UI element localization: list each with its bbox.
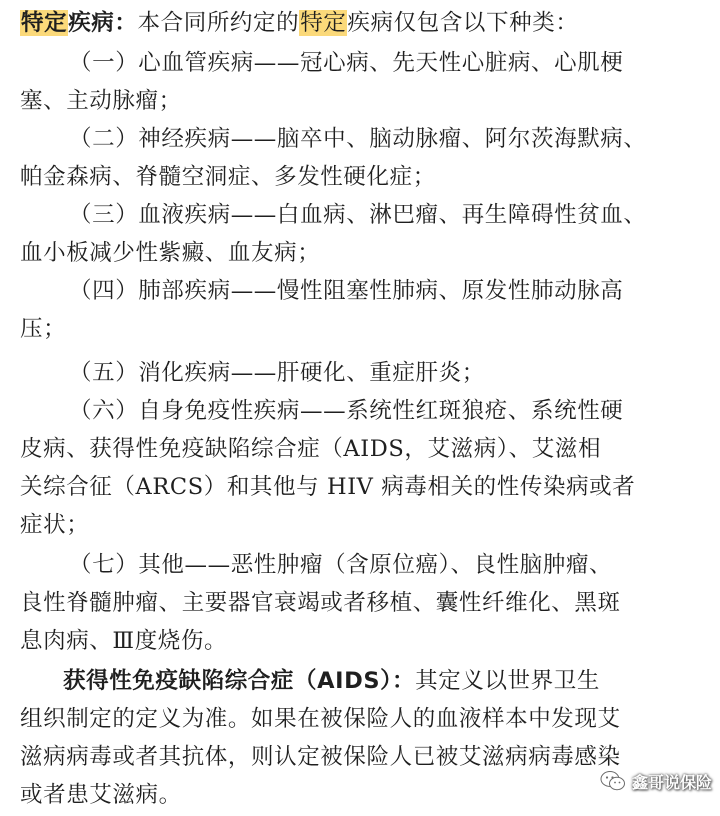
item-7-line-3: 息肉病、Ⅲ度烧伤。 <box>20 628 228 654</box>
aids-line-1 <box>0 663 720 700</box>
item-3-line-2: 血小板减少性紫癜、血友病； <box>20 240 321 266</box>
intro-text-b: 疾病仅包含以下种类： <box>347 10 579 36</box>
watermark <box>600 766 712 796</box>
item-6-line-4: 症状； <box>20 512 90 538</box>
aids-line-2: 组织制定的定义为准。如果在被保险人的血液样本中发现艾 <box>20 706 621 732</box>
watermark-text: 鑫哥说保险 <box>631 772 712 792</box>
item-6-line-1: （六）自身免疫性疾病——系统性红斑狼疮、系统性硬 <box>69 398 624 424</box>
item-2-line-2: 帕金森病、脊髓空洞症、多发性硬化症； <box>20 164 436 190</box>
item-1-line-1: （一）心血管疾病——冠心病、先天性心脏病、心肌梗 <box>69 50 624 76</box>
aids-colon: ： <box>392 668 416 694</box>
item-6-line-3: 关综合征（ARCS）和其他与 HIV 病毒相关的性传染病或者 <box>20 474 636 500</box>
intro-line <box>0 5 720 42</box>
highlighted-inline-term: 特定 <box>300 10 347 36</box>
term-colon: ： <box>114 10 138 36</box>
item-4-line-2: 压； <box>20 316 67 342</box>
item-3-line-1: （三）血液疾病——白血病、淋巴瘤、再生障碍性贫血、 <box>69 202 647 228</box>
aids-line-3: 滋病病毒或者其抗体，则认定被保险人已被艾滋病病毒感染 <box>20 744 621 770</box>
aids-line-4: 或者患艾滋病。 <box>20 782 182 808</box>
aids-term: 获得性免疫缺陷综合症（AIDS） <box>63 668 393 694</box>
item-6-line-2: 皮病、获得性免疫缺陷综合症（AIDS，艾滋病）、艾滋相 <box>20 436 602 462</box>
highlighted-term: 特定 <box>21 10 68 36</box>
item-7-line-2: 良性脊髓肿瘤、主要器官衰竭或者移植、囊性纤维化、黑斑 <box>20 590 621 616</box>
term-suffix: 疾病 <box>68 10 115 36</box>
item-2-line-1: （二）神经疾病——脑卒中、脑动脉瘤、阿尔茨海默病、 <box>69 126 647 152</box>
item-1-line-2: 塞、主动脉瘤； <box>20 88 182 114</box>
aids-line-1-rest: 其定义以世界卫生 <box>415 668 600 694</box>
item-7-line-1: （七）其他——恶性肿瘤（含原位癌）、良性脑肿瘤、 <box>69 552 613 578</box>
wechat-icon <box>600 770 626 792</box>
item-5-line-1: （五）消化疾病——肝硬化、重症肝炎； <box>69 360 485 386</box>
item-4-line-1: （四）肺部疾病——慢性阻塞性肺病、原发性肺动脉高 <box>69 278 624 304</box>
intro-text-a: 本合同所约定的 <box>137 10 300 36</box>
